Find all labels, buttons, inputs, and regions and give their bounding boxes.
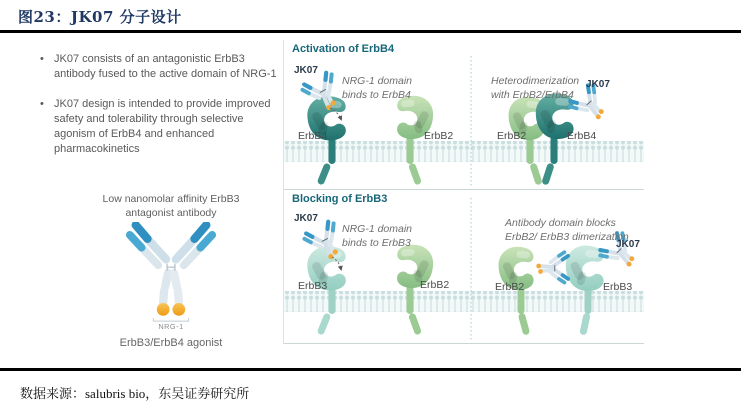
annotation: ErbB2/ ErbB3 dimerization (505, 231, 629, 243)
nrg1-label: NRG-1 (158, 322, 184, 332)
figure-title: 图23：JK07 分子设计 (18, 8, 182, 26)
bullet-item (40, 97, 284, 157)
nrg1-domain-right (172, 303, 185, 316)
erbb2-label: ErbB2 (495, 281, 525, 293)
jk07-label: JK07 (586, 79, 610, 90)
erbb3-receptor (566, 246, 604, 291)
annotation: Heterodimerization (491, 75, 580, 87)
blocking-diagram (284, 190, 644, 343)
erbb4-label: ErbB4 (298, 130, 328, 142)
footer-rule (0, 368, 741, 371)
nrg1-domain-left (157, 303, 170, 316)
bullet-dot: • (40, 97, 44, 110)
erbb2-label: ErbB2 (497, 130, 527, 142)
annotation: Antibody domain blocks (505, 217, 616, 229)
blocking-antibody-icon (536, 252, 568, 282)
bullet-dot: • (40, 53, 44, 65)
mechanism-panels (283, 40, 645, 344)
antibody-caption-top: Low nanomolar affinity ErbB3 antagonist antibody (102, 193, 240, 219)
antibody-diagram-icon (73, 222, 269, 332)
antibody-figure (62, 193, 280, 349)
erbb2-label: ErbB2 (424, 130, 454, 142)
bullet-item (40, 52, 284, 82)
panel-activation-erbb4 (284, 40, 644, 190)
panel-blocking-erbb3 (284, 190, 644, 344)
activation-diagram (284, 40, 644, 189)
jk07-label: JK07 (294, 213, 318, 224)
annotation: with ErbB2/ErbB4 (491, 89, 574, 101)
panel-activation-title: Activation of ErbB4 (292, 43, 395, 55)
antibody-caption-bottom: ErbB3/ErbB4 agonist (119, 337, 223, 350)
header-rule (0, 30, 741, 33)
bullet-text: JK07 consists of an antagonistic ErbB3 antibody fused to the active domain of NRG-1 (54, 53, 277, 80)
erbb3-label: ErbB3 (603, 281, 633, 293)
erbb3-label: ErbB3 (298, 280, 328, 292)
jk07-label: JK07 (616, 239, 640, 250)
annotation: binds to ErbB4 (342, 89, 411, 101)
jk07-label: JK07 (294, 65, 318, 76)
panel-blocking-title: Blocking of ErbB3 (292, 193, 388, 205)
data-source: 数据来源：salubris bio，东吴证券研究所 (20, 386, 250, 401)
bullet-list (40, 52, 284, 172)
erbb2-label: ErbB2 (420, 279, 450, 291)
cell-membrane (284, 141, 644, 162)
annotation: NRG-1 domain (342, 75, 413, 87)
nrg1-bracket (153, 318, 188, 321)
annotation: binds to ErbB3 (342, 237, 411, 249)
bullet-text: JK07 design is intended to provide improved safety and tolerability through selective agonism of ErbB4 and enhanced pharmacokinetics (54, 97, 271, 155)
erbb4-label: ErbB4 (567, 130, 597, 142)
annotation: NRG-1 domain (342, 223, 413, 235)
